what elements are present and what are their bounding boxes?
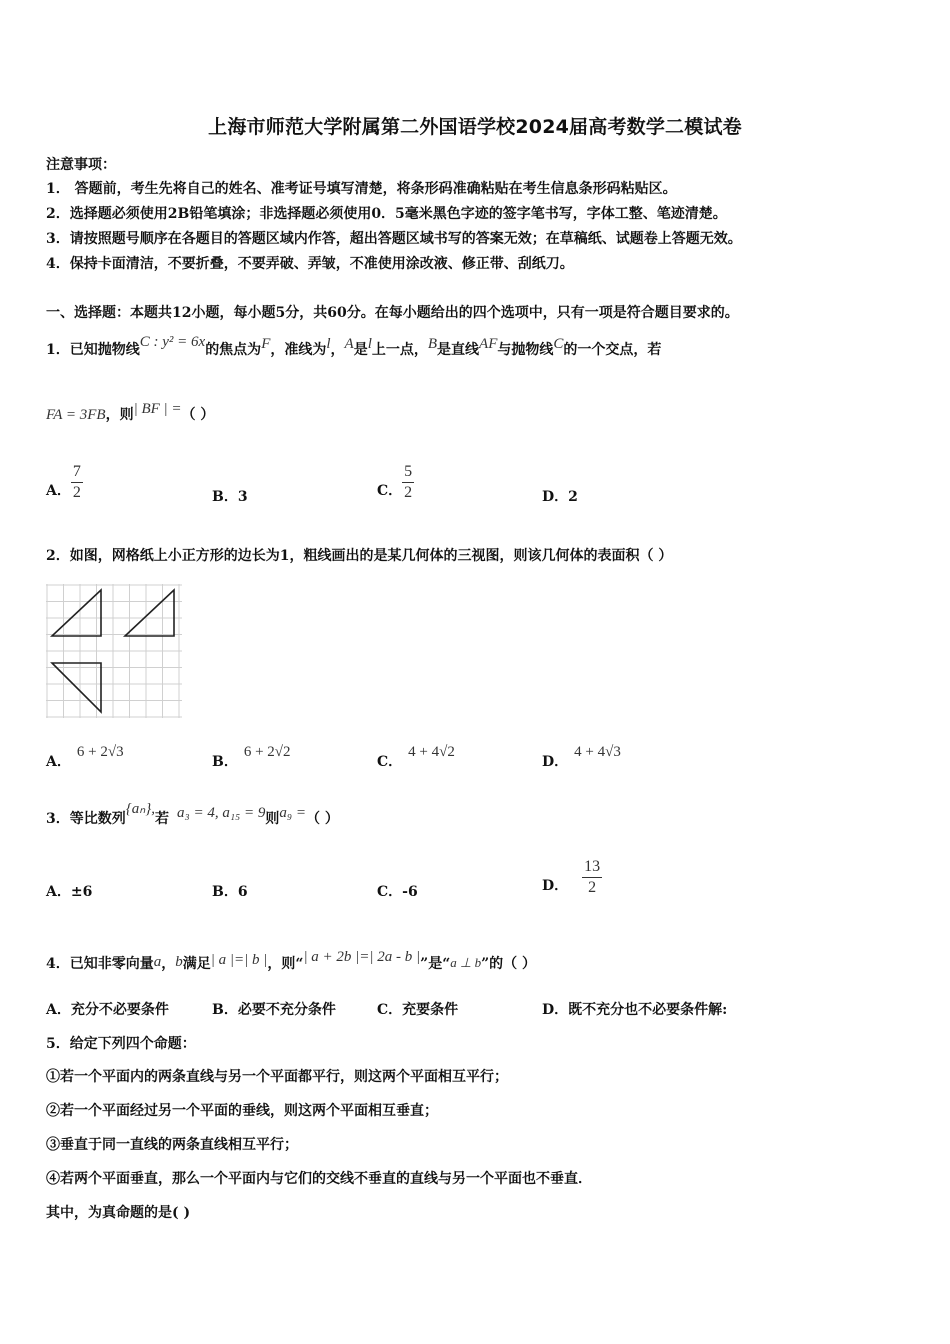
proposition-item: ③垂直于同一直线的两条直线相互平行； [46, 1137, 298, 1153]
question-3-stem: 3．等比数列{aₙ},若 a₃ = 4, a₁₅ = 9则a₉ =（ ） [46, 801, 339, 827]
grid-lines [46, 584, 182, 718]
question-2-stem: 2．如图，网格纸上小正方形的边长为1，粗线画出的是某几何体的三视图，则该几何体的表面积（ ） [46, 548, 673, 564]
notice-heading: 注意事项： [46, 157, 116, 173]
fraction: $\frac{13}{2}$ [584, 858, 601, 896]
proposition-item: ①若一个平面内的两条直线与另一个平面都平行，则这两个平面相互平行； [46, 1069, 508, 1085]
q1-text: 是直线 [437, 342, 480, 358]
q1-math: AF [479, 336, 498, 352]
q2-option-a[interactable]: A．6 + 2√3 [46, 744, 124, 770]
q1-math-abs: | BF | = [133, 401, 182, 417]
fraction: $\frac{5}{2}$ [404, 463, 413, 501]
q4-option-c[interactable]: C．充要条件 [377, 1002, 459, 1018]
q1-text: ，则 [105, 407, 134, 423]
q2-option-c[interactable]: C．4 + 4√2 [377, 744, 455, 770]
q1-math: B [427, 336, 438, 352]
q3-math-sequence: {aₙ}, [125, 801, 155, 817]
q2-option-d[interactable]: D．4 + 4√3 [542, 744, 621, 770]
q1-option-c[interactable]: C． $\frac{5}{2}$ [377, 463, 413, 501]
three-view-figure [46, 584, 182, 718]
front-view-triangle [52, 590, 101, 636]
q3-option-d[interactable]: D． $\frac{13}{2}$ [542, 858, 601, 896]
notice-item: 4．保持卡面清洁，不要折叠，不要弄破、弄皱，不准使用涂改液、修正带、刮纸刀。 [46, 256, 574, 272]
q1-text: ， [330, 342, 345, 358]
q1-option-a[interactable]: A． $\frac{7}{2}$ [46, 463, 81, 501]
q1-math-parabola: C : y² = 6x [139, 334, 206, 350]
q4-math-abs: | a |=| b | [210, 952, 268, 968]
fraction: $\frac{7}{2}$ [72, 463, 81, 501]
q1-text: ，准线为 [270, 342, 327, 358]
question-1-stem [46, 334, 662, 359]
q3-math-a9: a₉ = [279, 805, 306, 821]
q4-option-a[interactable]: A．充分不必要条件 [46, 1002, 169, 1018]
q1-text: 与抛物线 [497, 342, 554, 358]
q1-option-d[interactable]: D．2 [542, 489, 578, 505]
notice-item: 2．选择题必须使用2B铅笔填涂；非选择题必须使用0．5毫米黑色字迹的签字笔书写，字体工整、笔迹清楚。 [46, 206, 727, 222]
q1-text: 上一点， [371, 342, 428, 358]
question-1-stem-line2 [46, 401, 215, 424]
page-title: 上海市师范大学附属第二外国语学校2024届高考数学二模试卷 [208, 116, 742, 138]
q1-math: l [367, 336, 372, 352]
q1-math: F [261, 336, 271, 352]
q1-text: （ ） [181, 407, 215, 423]
question-5-footer: 其中，为真命题的是( ) [46, 1205, 191, 1221]
q1-text: 是 [353, 342, 368, 358]
question-4-stem: 4．已知非零向量a，b满足| a |=| b |，则“| a + 2b |=| 2a - b |”是“a ⊥ b”的（ ） [46, 949, 537, 972]
notice-item: 3．请按照题号顺序在各题目的答题区域内作答，超出答题区域书写的答案无效；在草稿纸、试题卷上答题无效。 [46, 231, 742, 247]
q3-option-b[interactable]: B．6 [212, 884, 248, 900]
q1-text: 1．已知抛物线 [46, 342, 140, 358]
question-5-stem: 5．给定下列四个命题： [46, 1036, 196, 1052]
q3-option-a[interactable]: A．±6 [46, 884, 93, 900]
q3-option-c[interactable]: C．-6 [377, 884, 418, 900]
q4-option-d[interactable]: D．既不充分也不必要条件解: [542, 1002, 728, 1018]
q1-text: 的一个交点，若 [563, 342, 662, 358]
notice-item: 1． 答题前，考生先将自己的姓名、准考证号填写清楚，将条形码准确粘贴在考生信息条形码粘贴区。 [46, 181, 677, 197]
q1-math-vector: FA = 3FB [46, 407, 106, 423]
top-view-triangle [52, 663, 101, 712]
q1-math: A [344, 336, 354, 352]
side-view-triangle [125, 590, 174, 636]
q1-math: l [326, 336, 331, 352]
q2-option-b[interactable]: B．6 + 2√2 [212, 744, 291, 770]
proposition-item: ④若两个平面垂直，那么一个平面内与它们的交线不垂直的直线与另一个平面也不垂直． [46, 1171, 592, 1187]
proposition-item: ②若一个平面经过另一个平面的垂线，则这两个平面相互垂直； [46, 1103, 438, 1119]
q4-math-condition: | a + 2b |=| 2a - b | [303, 949, 421, 965]
q4-math-perp: a ⊥ b [450, 955, 482, 970]
q3-math-terms: a₃ = 4, a₁₅ = 9 [176, 805, 266, 821]
q1-option-b[interactable]: B．3 [212, 489, 248, 505]
q1-math: C [553, 336, 564, 352]
q4-option-b[interactable]: B．必要不充分条件 [212, 1002, 336, 1018]
section-heading: 一、选择题：本题共12小题，每小题5分，共60分。在每小题给出的四个选项中，只有一项是符合题目要求的。 [46, 305, 739, 321]
q1-text: 的焦点为 [205, 342, 262, 358]
